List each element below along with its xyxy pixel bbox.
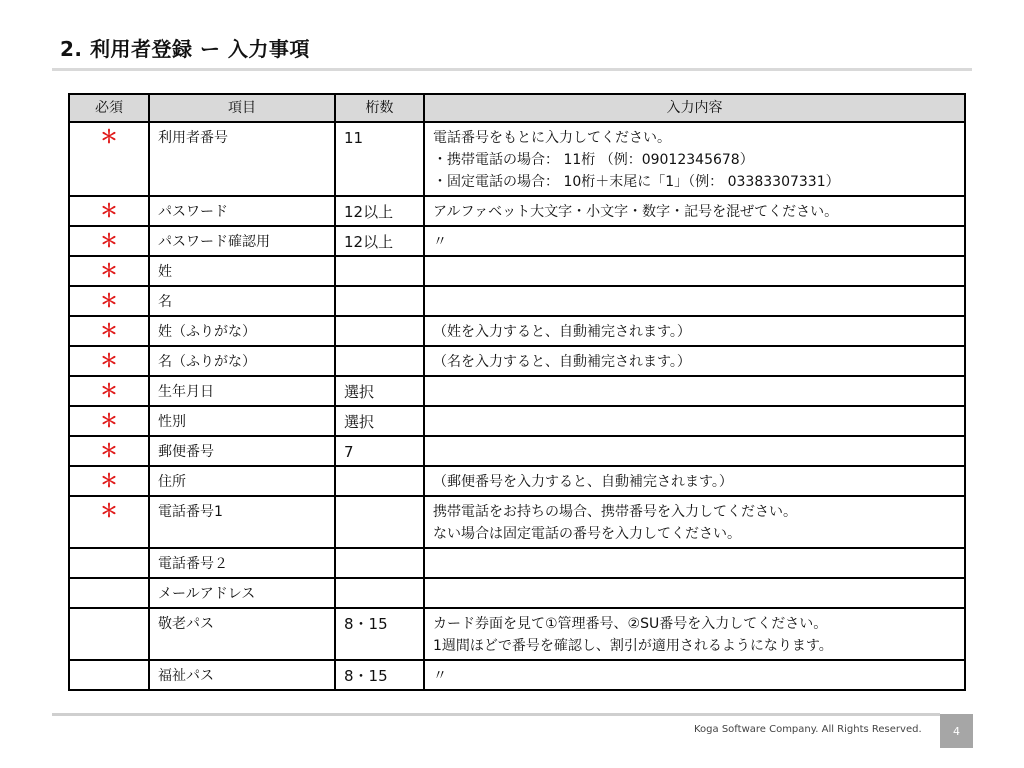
table-row — [69, 578, 965, 608]
content-line: ・携帯電話の場合： 11桁 （例：09012345678） — [433, 152, 754, 168]
content-cell — [424, 496, 965, 548]
digits-value — [335, 578, 424, 608]
content-line: カード券面を見て①管理番号、②SU番号を入力してください。 — [433, 616, 828, 632]
table-row — [69, 496, 965, 548]
content-line: （名を入力すると、自動補完されます。） — [433, 354, 691, 370]
title-divider — [52, 68, 972, 71]
content-cell — [424, 406, 965, 436]
content-line: 1週間ほどで番号を確認し、割引が適用されるようになります。 — [433, 638, 833, 654]
item-name: 電話番号２ — [149, 548, 335, 578]
table-row — [69, 436, 965, 466]
digits-value: 8・15 — [335, 608, 424, 660]
content-line: 〃 — [433, 668, 447, 684]
digits-value: 7 — [335, 436, 424, 466]
required-mark: ＊ — [69, 376, 149, 406]
item-name: 利用者番号 — [149, 122, 335, 196]
digits-value — [335, 496, 424, 548]
item-name: 電話番号1 — [149, 496, 335, 548]
digits-value: 選択 — [335, 376, 424, 406]
page-number: 4 — [940, 714, 973, 748]
item-name: 名 — [149, 286, 335, 316]
required-mark: ＊ — [69, 286, 149, 316]
table-row — [69, 346, 965, 376]
digits-value — [335, 286, 424, 316]
content-cell — [424, 286, 965, 316]
content-cell — [424, 436, 965, 466]
table-row — [69, 226, 965, 256]
item-name: 姓（ふりがな） — [149, 316, 335, 346]
digits-value: 12以上 — [335, 226, 424, 256]
required-mark: ＊ — [69, 466, 149, 496]
item-name: 性別 — [149, 406, 335, 436]
digits-value: 8・15 — [335, 660, 424, 690]
content-line: （姓を入力すると、自動補完されます。） — [433, 324, 691, 340]
table-row — [69, 256, 965, 286]
required-mark: ＊ — [69, 496, 149, 548]
copyright-text: Koga Software Company. All Rights Reserved. — [694, 724, 922, 735]
item-name: 生年月日 — [149, 376, 335, 406]
input-items-table — [68, 93, 966, 691]
content-cell — [424, 256, 965, 286]
required-mark: ＊ — [69, 226, 149, 256]
table-row — [69, 286, 965, 316]
content-line: 携帯電話をお持ちの場合、携帯番号を入力してください。 — [433, 504, 797, 520]
table-row — [69, 122, 965, 196]
item-name: 住所 — [149, 466, 335, 496]
item-name: メールアドレス — [149, 578, 335, 608]
item-name: 名（ふりがな） — [149, 346, 335, 376]
table-row — [69, 466, 965, 496]
content-cell — [424, 316, 965, 346]
header-content: 入力内容 — [424, 94, 965, 122]
required-mark — [69, 548, 149, 578]
digits-value: 選択 — [335, 406, 424, 436]
header-item: 項目 — [149, 94, 335, 122]
item-name: パスワード確認用 — [149, 226, 335, 256]
table-row — [69, 608, 965, 660]
content-line: （郵便番号を入力すると、自動補完されます。） — [433, 474, 733, 490]
content-line: ない場合は固定電話の番号を入力してください。 — [433, 526, 741, 542]
table-row — [69, 660, 965, 690]
table-row — [69, 548, 965, 578]
item-name: 郵便番号 — [149, 436, 335, 466]
required-mark: ＊ — [69, 316, 149, 346]
required-mark: ＊ — [69, 122, 149, 196]
content-cell — [424, 466, 965, 496]
content-line: ・固定電話の場合： 10桁＋末尾に「1」（例： 03383307331） — [433, 174, 840, 190]
table-row — [69, 376, 965, 406]
table-row — [69, 196, 965, 226]
required-mark — [69, 578, 149, 608]
item-name: 敬老パス — [149, 608, 335, 660]
digits-value — [335, 346, 424, 376]
required-mark: ＊ — [69, 256, 149, 286]
required-mark: ＊ — [69, 196, 149, 226]
header-digits: 桁数 — [335, 94, 424, 122]
required-mark: ＊ — [69, 346, 149, 376]
digits-value — [335, 316, 424, 346]
required-mark: ＊ — [69, 436, 149, 466]
required-mark — [69, 660, 149, 690]
content-cell — [424, 660, 965, 690]
content-line: 電話番号をもとに入力してください。 — [433, 130, 671, 146]
content-cell — [424, 608, 965, 660]
digits-value: 11 — [335, 122, 424, 196]
item-name: パスワード — [149, 196, 335, 226]
content-cell — [424, 346, 965, 376]
digits-value — [335, 466, 424, 496]
digits-value — [335, 256, 424, 286]
page-title: 2. 利用者登録 ー 入力事項 — [60, 37, 310, 61]
required-mark: ＊ — [69, 406, 149, 436]
content-cell — [424, 548, 965, 578]
item-name: 福祉パス — [149, 660, 335, 690]
footer-divider — [52, 713, 940, 716]
content-cell — [424, 196, 965, 226]
item-name: 姓 — [149, 256, 335, 286]
content-cell — [424, 376, 965, 406]
content-cell — [424, 122, 965, 196]
table-row — [69, 316, 965, 346]
content-cell — [424, 226, 965, 256]
content-cell — [424, 578, 965, 608]
table-row — [69, 406, 965, 436]
content-line: アルファベット大文字・小文字・数字・記号を混ぜてください。 — [433, 204, 839, 220]
table-header-row — [69, 94, 965, 122]
digits-value — [335, 548, 424, 578]
header-required: 必須 — [69, 94, 149, 122]
digits-value: 12以上 — [335, 196, 424, 226]
required-mark — [69, 608, 149, 660]
content-line: 〃 — [433, 234, 447, 250]
